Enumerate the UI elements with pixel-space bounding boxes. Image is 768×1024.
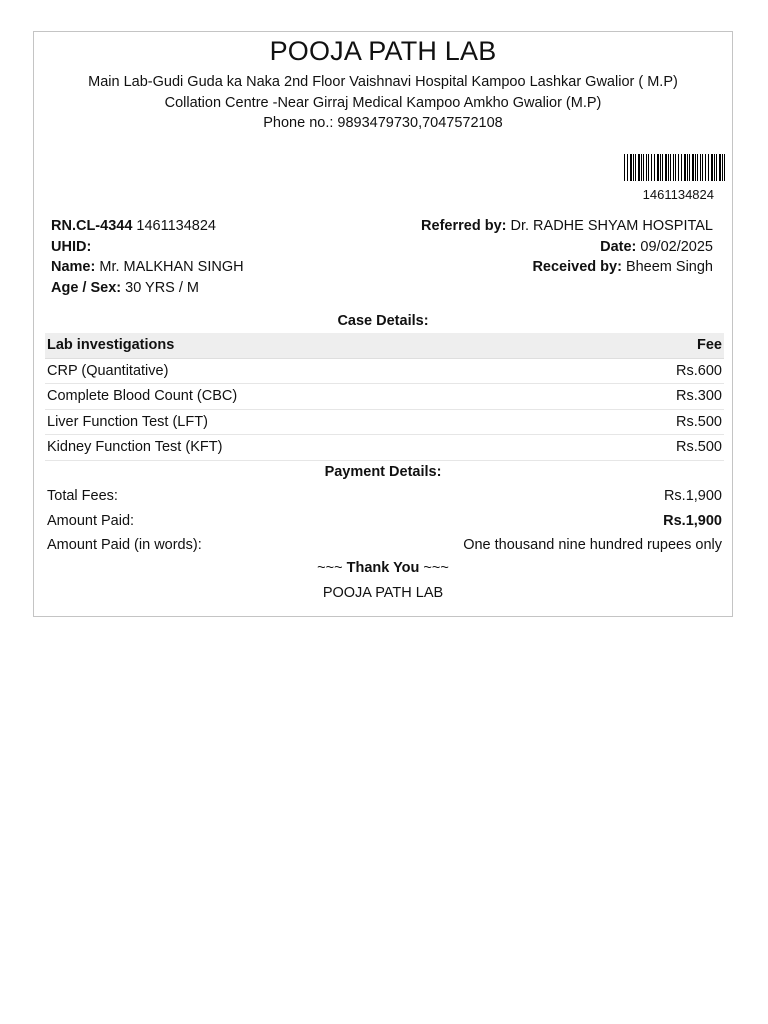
investigations-table: [45, 333, 724, 461]
date-value: 09/02/2025: [640, 238, 713, 255]
uhid-label: UHID:: [51, 238, 92, 255]
amount-paid-value: Rs.1,900: [663, 512, 722, 529]
lab-address-block: [34, 72, 732, 134]
amount-in-words-row: [45, 533, 724, 558]
amount-paid-row: [45, 509, 724, 534]
registration-row: [51, 216, 244, 237]
amount-paid-label: Amount Paid:: [47, 512, 135, 529]
referred-by-row: [421, 216, 713, 237]
table-row: [45, 410, 724, 436]
receipt: [33, 31, 733, 617]
table-row: [45, 359, 724, 385]
table-row: [45, 384, 724, 410]
test-fee: Rs.500: [676, 439, 722, 456]
barcode-image: [624, 154, 726, 181]
referral-info: [421, 216, 713, 278]
age-sex-row: [51, 278, 244, 299]
age-sex-label: Age / Sex:: [51, 279, 122, 296]
referred-by-label: Referred by:: [421, 218, 507, 234]
total-fees-row: [45, 484, 724, 509]
case-details-title: Case Details:: [337, 313, 429, 329]
referred-by-value: Dr. RADHE SHYAM HOSPITAL: [510, 218, 713, 234]
date-label: Date:: [600, 238, 637, 255]
rn-value: 1461134824: [136, 218, 216, 234]
column-header-fee: Fee: [697, 337, 722, 354]
test-fee: Rs.300: [676, 388, 722, 405]
test-name: Liver Function Test (LFT): [47, 413, 208, 430]
footer-lab-name: POOJA PATH LAB: [322, 585, 444, 601]
received-by-value: Bheem Singh: [625, 259, 713, 275]
column-header-investigation: Lab investigations: [47, 337, 175, 354]
test-name: CRP (Quantitative): [47, 362, 169, 379]
uhid-row: [51, 237, 244, 258]
name-row: [51, 257, 244, 278]
test-fee: Rs.500: [676, 413, 722, 430]
phone-numbers: Phone no.: 9893479730,7047572108: [263, 115, 503, 131]
table-row: [45, 435, 724, 461]
received-by-label: Received by:: [532, 259, 622, 275]
test-fee: Rs.600: [676, 362, 722, 379]
payment-details-title: Payment Details:: [324, 464, 442, 480]
amount-in-words-label: Amount Paid (in words):: [47, 537, 202, 554]
patient-info: [51, 216, 244, 298]
test-name: Complete Blood Count (CBC): [47, 388, 238, 405]
rn-label: RN.CL-4344: [51, 218, 133, 234]
total-fees-value: Rs.1,900: [663, 488, 722, 505]
name-label: Name:: [51, 259, 96, 275]
lab-name-heading: POOJA PATH LAB: [269, 36, 497, 66]
thanks-suffix: ~~~: [423, 560, 449, 576]
test-name: Kidney Function Test (KFT): [47, 439, 223, 456]
amount-in-words-value: One thousand nine hundred rupees only: [463, 537, 722, 554]
thanks-prefix: ~~~: [317, 560, 343, 576]
total-fees-label: Total Fees:: [47, 488, 118, 505]
thanks-text: Thank You: [346, 560, 420, 576]
date-row: [421, 237, 713, 258]
barcode-number: 1461134824: [642, 187, 714, 202]
table-header-row: [45, 333, 724, 359]
address-line-main-lab: Main Lab-Gudi Guda ka Naka 2nd Floor Vaishnavi Hospital Kampoo Lashkar Gwalior ( M.P): [88, 74, 678, 90]
payment-details: [45, 484, 724, 558]
thank-you-message: [34, 559, 732, 577]
received-by-row: [421, 257, 713, 278]
age-sex-value: 30 YRS / M: [125, 279, 200, 296]
patient-name: Mr. MALKHAN SINGH: [99, 259, 244, 275]
address-line-collation-centre: Collation Centre -Near Girraj Medical Kampoo Amkho Gwalior (M.P): [164, 94, 602, 111]
